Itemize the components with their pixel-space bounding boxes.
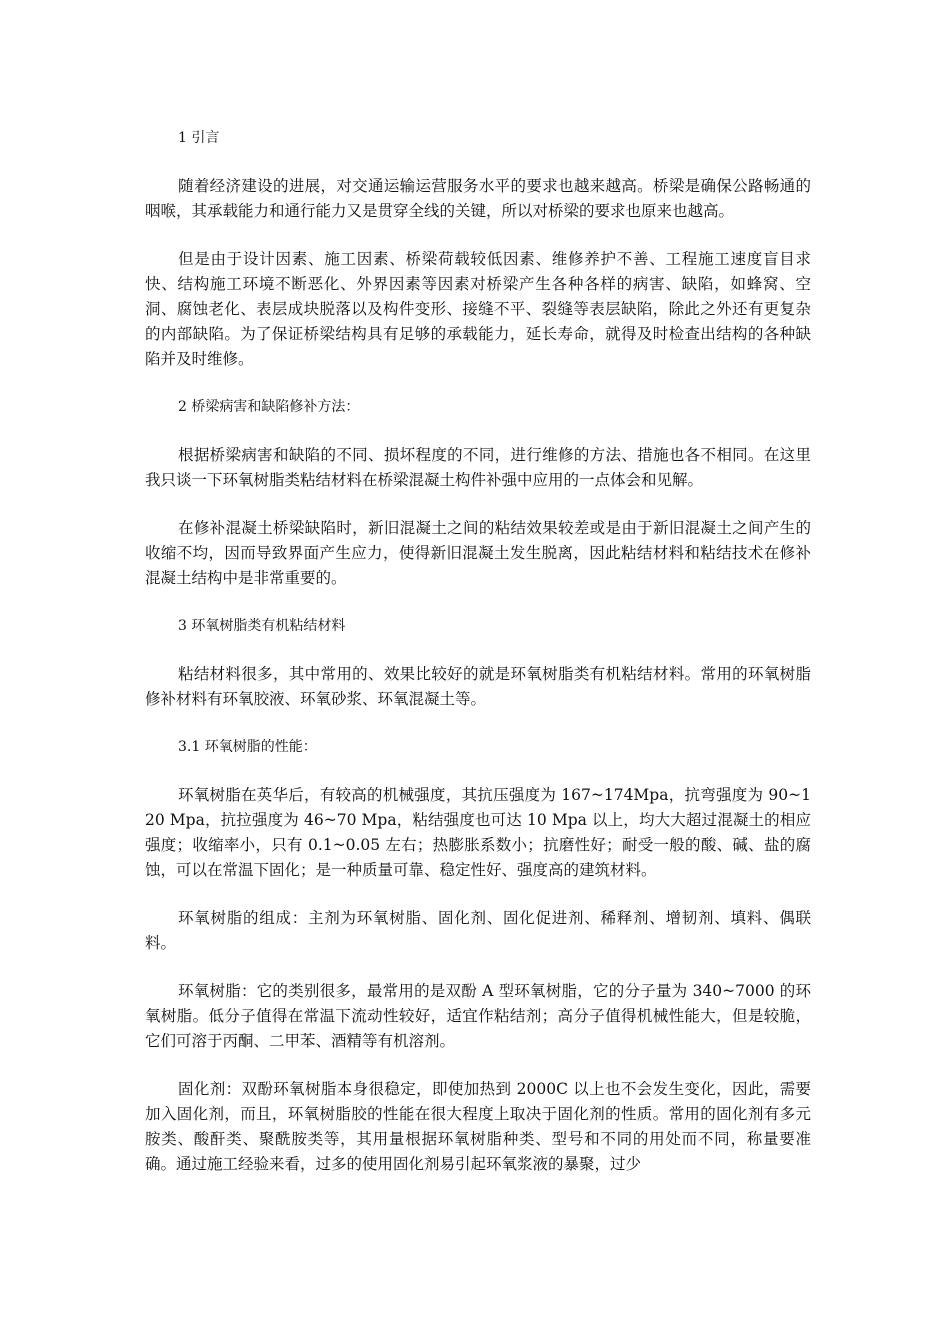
paragraph: 在修补混凝土桥梁缺陷时，新旧混凝土之间的粘结效果较差或是由于新旧混凝土之间产生的收缩不均，因而导致界面产生应力，使得新旧混凝土发生脱离，因此粘结材料和粘结技术在修补混凝土结构中是非常重要的。 <box>145 519 811 587</box>
paragraph: 固化剂：双酚环氧树脂本身很稳定，即使加热到 2000C 以上也不会发生变化，因此，需要加入固化剂，而且，环氧树脂胶的性能在很大程度上取决于固化剂的性质。常用的固化剂有多元胺类、酸酐类、聚酰胺类等，其用量根据环氧树脂种类、型号和不同的用处而不同，称量要准确。通过施工经验来看，过多的使用固化剂易引起环氧浆液的暴聚，过少 <box>145 1080 811 1173</box>
paragraph: 环氧树脂：它的类别很多，最常用的是双酚 A 型环氧树脂，它的分子量为 340~7000 的环氧树脂。低分子值得在常温下流动性较好，适宜作粘结剂；高分子值得机械性能大，但是较脆，它们可溶于丙酮、二甲苯、酒精等有机溶剂。 <box>145 982 811 1050</box>
section-heading: 1 引言 <box>178 130 220 146</box>
paragraph: 根据桥梁病害和缺陷的不同、损坏程度的不同，进行维修的方法、措施也各不相同。在这里我只谈一下环氧树脂类粘结材料在桥梁混凝土构件补强中应用的一点体会和见解。 <box>145 446 811 489</box>
paragraph: 随着经济建设的进展，对交通运输运营服务水平的要求也越来越高。桥梁是确保公路畅通的咽喉，其承载能力和通行能力又是贯穿全线的关键，所以对桥梁的要求也原来也越高。 <box>145 177 811 220</box>
document-body <box>145 126 811 1177</box>
section-heading: 2 桥梁病害和缺陷修补方法： <box>178 399 360 415</box>
paragraph: 但是由于设计因素、施工因素、桥梁荷载较低因素、维修养护不善、工程施工速度盲目求快、结构施工环境不断恶化、外界因素等因素对桥梁产生各种各样的病害、缺陷，如蜂窝、空洞、腐蚀老化、表层成块脱落以及构件变形、接缝不平、裂缝等表层缺陷，除此之外还有更复杂的内部缺陷。为了保证桥梁结构具有足够的承载能力，延长寿命，就得及时检查出结构的各种缺陷并及时维修。 <box>145 250 811 368</box>
section-heading: 3 环氧树脂类有机粘结材料 <box>178 618 346 634</box>
subsection-heading: 3.1 环氧树脂的性能： <box>178 739 317 755</box>
paragraph: 粘结材料很多，其中常用的、效果比较好的就是环氧树脂类有机粘结材料。常用的环氧树脂修补材料有环氧胶液、环氧砂浆、环氧混凝土等。 <box>145 665 811 708</box>
paragraph: 环氧树脂在英华后，有较高的机械强度，其抗压强度为 167~174Mpa，抗弯强度为 90~120 Mpa，抗拉强度为 46~70 Mpa，粘结强度也可达 10 Mpa 以上，均大大超过混凝土的相应强度；收缩率小，只有 0.1~0.05 左右；热膨胀系数小；抗磨性好；耐受一般的酸、碱、盐的腐蚀，可以在常温下固化；是一种质量可靠、稳定性好、强度高的建筑材料。 <box>145 786 811 879</box>
paragraph: 环氧树脂的组成：主剂为环氧树脂、固化剂、固化促进剂、稀释剂、增韧剂、填料、偶联料。 <box>145 909 811 952</box>
